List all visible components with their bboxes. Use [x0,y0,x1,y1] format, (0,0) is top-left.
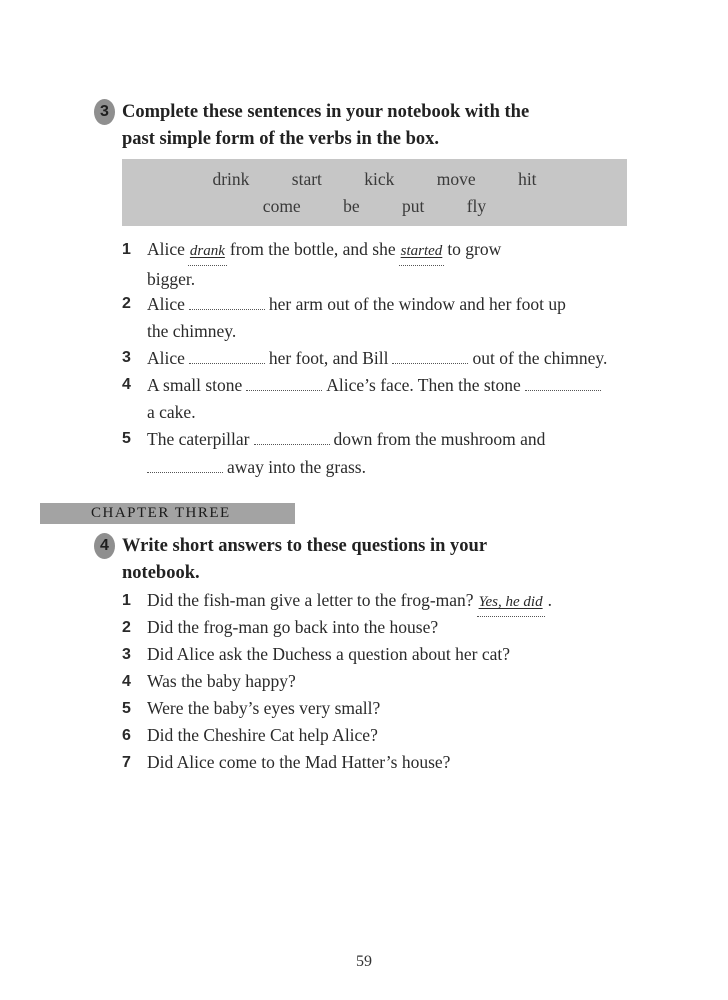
item-text: her arm out of the window and her foot up [268,294,566,314]
item-number: 2 [122,295,131,312]
item-number: 1 [122,241,131,258]
item-text: from the bottle, and she [229,239,396,259]
exercise-instruction [122,99,529,153]
item-text: away into the grass. [227,457,366,477]
item-number: 4 [122,376,131,393]
answer-blank[interactable] [147,453,223,473]
item-text: Alice [147,348,185,368]
item-text: the chimney. [147,321,237,341]
question-text: Were the baby’s eyes very small? [147,698,381,718]
item-text: out of the chimney. [472,348,608,368]
question-text: Was the baby happy? [147,671,296,691]
instruction-line: past simple form of the verbs in the box. [122,129,440,149]
exercise-instruction [122,533,487,587]
question-text: Did the Cheshire Cat help Alice? [147,725,378,745]
question-text: Did Alice come to the Mad Hatter’s house? [147,752,451,772]
item-number: 3 [122,349,131,366]
verb-row [122,196,627,217]
verb-word: fly [466,196,487,216]
question-text: Did the fish-man give a letter to the frog-man? [147,590,474,610]
instruction-line: Write short answers to these questions in your [122,536,488,556]
answer-blank[interactable]: drank [188,238,227,266]
item-text: Alice [147,239,185,259]
chapter-heading: CHAPTER THREE [40,503,295,524]
verb-word: drink [212,169,250,189]
item-text: her foot, and Bill [268,348,389,368]
exercise-number-badge: 3 [94,99,115,125]
answer-blank[interactable] [189,344,265,364]
question-text: . [547,590,552,610]
verb-word: move [436,169,476,189]
verb-word: hit [518,169,537,189]
question-text: Did Alice ask the Duchess a question about her cat? [147,644,511,664]
answer-blank[interactable]: started [399,238,445,266]
item-number: 3 [122,646,131,663]
verb-word: start [291,169,322,189]
item-number: 1 [122,592,131,609]
page-number: 59 [356,953,372,970]
answer-blank[interactable] [525,371,601,391]
item-text: down from the mushroom and [333,429,546,449]
item-number: 4 [122,673,131,690]
question-text: Did the frog-man go back into the house? [147,617,439,637]
verb-word: put [401,196,425,216]
verb-word: come [262,196,301,216]
verb-box [122,159,627,226]
item-number: 2 [122,619,131,636]
item-text: Alice [147,294,185,314]
instruction-line: Complete these sentences in your notebook with the [122,102,530,122]
item-number: 5 [122,430,131,447]
verb-word: kick [364,169,395,189]
item-number: 6 [122,727,131,744]
verb-row [122,169,627,190]
answer-blank[interactable]: Yes, he did [477,589,545,617]
item-text: Alice’s face. Then the stone [326,375,521,395]
exercise-number-badge: 4 [94,533,115,559]
answer-blank[interactable] [189,290,265,310]
answer-blank[interactable] [254,425,330,445]
item-number: 5 [122,700,131,717]
item-text: a cake. [147,402,196,422]
item-number: 7 [122,754,131,771]
item-text: A small stone [147,375,243,395]
item-text: bigger. [147,269,196,289]
answer-blank[interactable] [246,371,322,391]
instruction-line: notebook. [122,563,200,583]
item-text: to grow [447,239,502,259]
verb-word: be [343,196,360,216]
item-text: The caterpillar [147,429,250,449]
answer-blank[interactable] [392,344,468,364]
